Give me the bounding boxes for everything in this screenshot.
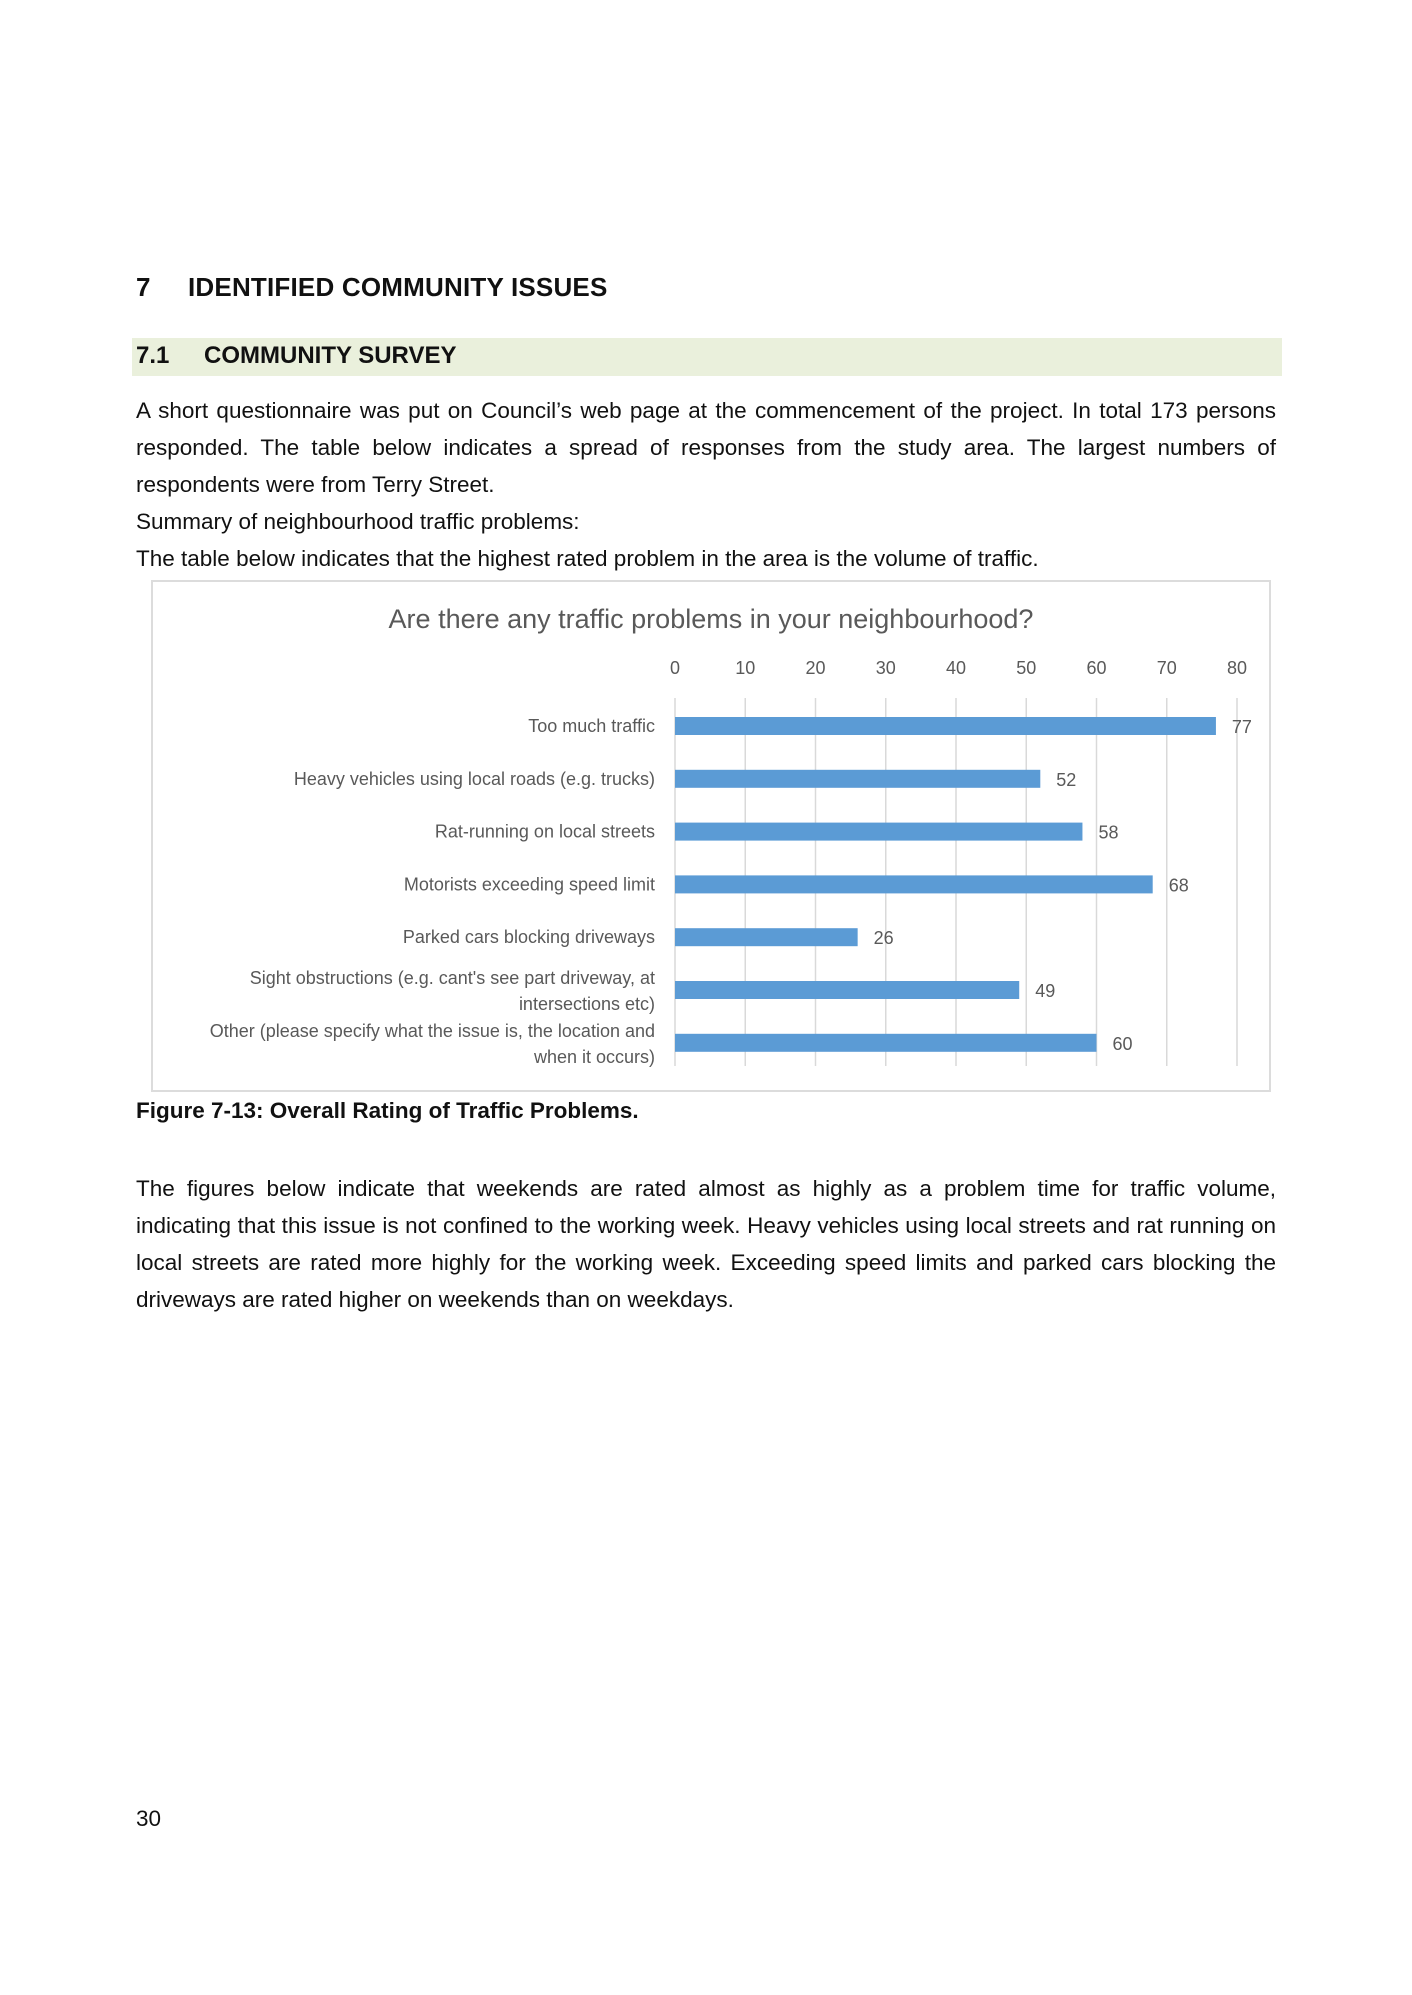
category-label: Heavy vehicles using local roads (e.g. trucks) <box>293 768 655 789</box>
subsection-number: 7.1 <box>136 342 170 369</box>
data-label: 49 <box>1035 981 1056 1001</box>
bar <box>675 770 1040 788</box>
subsection-title: COMMUNITY SURVEY <box>204 342 457 369</box>
x-tick-label: 80 <box>1226 658 1248 678</box>
bar <box>675 981 1019 999</box>
subsection-heading <box>132 338 1282 376</box>
data-label: 77 <box>1231 717 1252 737</box>
chart-title: Are there any traffic problems in your neighbourhood? <box>388 604 1034 634</box>
data-label: 26 <box>873 928 894 949</box>
x-tick-label: 20 <box>805 658 826 678</box>
page-number: 30 <box>136 1806 162 1831</box>
bar <box>675 1034 1097 1052</box>
category-label: Parked cars blocking driveways <box>402 927 655 948</box>
bar <box>675 717 1216 735</box>
category-label: Too much traffic <box>528 716 655 736</box>
chart-canvas <box>153 582 1269 1090</box>
bar <box>675 875 1153 893</box>
intro-paragraph: A short questionnaire was put on Council’s web page at the commencement of the project. In total 173 persons responded. The table below indicates a spread of responses from the study area. The largest numbers of respondents were from Terry Street. <box>136 398 1276 497</box>
section-title: IDENTIFIED COMMUNITY ISSUES <box>188 272 608 302</box>
data-label: 68 <box>1168 875 1189 896</box>
x-tick-label: 10 <box>735 658 756 678</box>
bar <box>675 928 858 946</box>
bar <box>675 823 1082 841</box>
closing-paragraph: The figures below indicate that weekends are rated almost as highly as a problem time for traffic volume, indicating that this issue is not confined to the working week. Heavy vehicles using local streets and rat running on local streets are rated more highly for the working week. Exceeding speed limits and parked cars blocking the driveways are rated higher on weekends than on weekdays. <box>136 1176 1276 1312</box>
figure-caption: Figure 7-13: Overall Rating of Traffic Problems. <box>136 1098 639 1123</box>
x-tick-label: 70 <box>1156 658 1177 678</box>
x-tick-label: 50 <box>1016 658 1037 678</box>
x-tick-label: 0 <box>669 658 681 678</box>
data-label: 58 <box>1098 822 1119 843</box>
data-label: 60 <box>1112 1033 1133 1054</box>
x-tick-label: 40 <box>945 658 967 678</box>
x-tick-label: 60 <box>1086 658 1107 678</box>
data-label: 52 <box>1056 769 1077 790</box>
traffic-problems-chart <box>151 580 1271 1092</box>
category-label: Rat-running on local streets <box>434 821 655 842</box>
category-label: Other (please specify what the issue is, the location and <box>209 1020 655 1041</box>
category-label: Motorists exceeding speed limit <box>403 874 655 895</box>
category-label: when it occurs) <box>533 1046 655 1067</box>
category-label: intersections etc) <box>518 994 655 1014</box>
category-label: Sight obstructions (e.g. cant's see part driveway, at <box>249 968 655 988</box>
table-line: The table below indicates that the highest rated problem in the area is the volume of traffic. <box>136 546 1039 571</box>
x-tick-label: 30 <box>875 658 896 678</box>
section-heading <box>136 272 608 303</box>
section-number: 7 <box>136 272 151 302</box>
summary-line: Summary of neighbourhood traffic problems: <box>136 509 580 534</box>
